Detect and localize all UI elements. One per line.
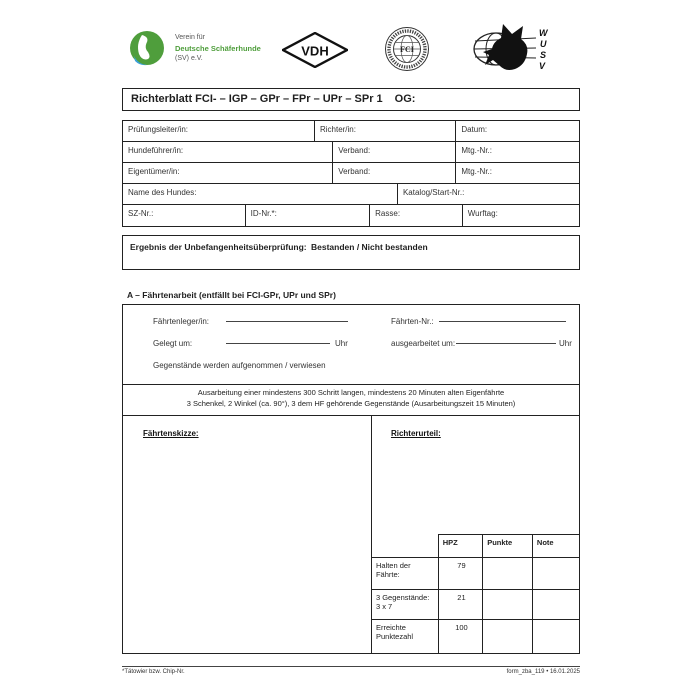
logo-header — [122, 22, 580, 74]
score-header-hpz: HPZ — [438, 534, 483, 557]
field-wurftag[interactable]: Wurftag: — [467, 209, 498, 218]
section-a-box — [122, 304, 580, 654]
unbefangenheit-label: Ergebnis der Unbefangenheitsüberprüfung: — [130, 242, 307, 252]
score-label-gegenstaende — [372, 589, 438, 619]
table-row — [123, 205, 579, 226]
field-verband-1[interactable]: Verband: — [333, 142, 456, 162]
sv-dog-icon — [126, 28, 168, 70]
wusv-letter-u: U — [540, 39, 547, 49]
laid-at-input-line[interactable] — [226, 333, 330, 344]
score-punkte-gegenstaende[interactable] — [483, 589, 533, 619]
score-header-punkte: Punkte — [483, 534, 533, 557]
worked-at-label: ausgearbeitet um: — [391, 339, 456, 348]
sv-logo-text — [175, 33, 261, 64]
footnote-chip-nr: *Tätowier bzw. Chip-Nr. — [122, 669, 185, 675]
unbefangenheit-value[interactable]: Bestanden / Nicht bestanden — [311, 242, 428, 252]
field-hundefuehrer[interactable]: Hundeführer/in: — [123, 142, 333, 162]
instruction-line-2: 3 Schenkel, 2 Winkel (ca. 90°), 3 dem HF gehörende Gegenstände (Ausarbeitungszeit 15 Minuten) — [186, 399, 516, 409]
instruction-line-1: Ausarbeitung einer mindestens 300 Schritt langen, mindestens 20 Minuten alten Eigenfährte — [197, 388, 505, 397]
tracklayer-label: Fährtenleger/in: — [153, 317, 210, 326]
table-row — [123, 184, 579, 205]
worked-at-uhr: Uhr — [559, 339, 572, 348]
score-label-line: Fährte: — [375, 569, 400, 579]
form-content — [122, 0, 580, 675]
score-label-line: Halten der — [375, 560, 411, 570]
table-row — [123, 142, 579, 163]
score-label-line: Erreichte — [375, 622, 406, 632]
sv-line3: (SV) e.V. — [175, 55, 203, 63]
sketch-heading: Fährtenskizze: — [143, 429, 199, 438]
vdh-label: VDH — [301, 43, 329, 59]
judge-verdict-area[interactable] — [372, 416, 579, 653]
sv-line2: Deutsche Schäferhunde — [175, 43, 261, 53]
field-mtg-nr-1[interactable]: Mtg.-Nr.: — [461, 146, 492, 155]
score-note-halten[interactable] — [532, 557, 579, 589]
table-row — [123, 121, 579, 142]
field-verband-2[interactable]: Verband: — [333, 163, 456, 183]
worked-at-input-line[interactable] — [456, 333, 556, 344]
field-mtg-nr-2[interactable]: Mtg.-Nr.: — [461, 167, 492, 176]
vdh-logo — [282, 32, 348, 73]
form-title: Richterblatt FCI- – IGP – GPr – FPr – UPr – SPr 1 — [131, 93, 383, 105]
field-richter[interactable]: Richter/in: — [315, 121, 456, 141]
vdh-diamond-icon — [282, 32, 348, 68]
track-sketch-area[interactable] — [123, 416, 372, 653]
tracklayer-input-line[interactable] — [226, 311, 348, 322]
sv-logo — [126, 28, 261, 70]
score-header-blank — [372, 534, 438, 557]
track-no-input-line[interactable] — [439, 311, 566, 322]
score-label-line: 3 x 7 — [375, 601, 393, 611]
score-punkte-halten[interactable] — [483, 557, 533, 589]
track-no-label: Fährten-Nr.: — [391, 317, 434, 326]
field-rasse[interactable]: Rasse: — [370, 205, 463, 226]
form-title-og: OG: — [394, 93, 416, 105]
form-version: form_zba_119 • 16.01.2025 — [506, 669, 580, 675]
field-datum[interactable]: Datum: — [461, 125, 488, 134]
sketch-judgement-columns — [123, 416, 579, 653]
fci-seal-icon — [384, 26, 430, 72]
sv-line1: Verein für — [175, 34, 205, 42]
wusv-logo — [466, 22, 550, 79]
laid-at-uhr: Uhr — [335, 339, 348, 348]
field-pruefungsleiter[interactable]: Prüfungsleiter/in: — [123, 121, 315, 141]
fci-logo — [384, 26, 430, 77]
table-row — [372, 557, 579, 589]
laid-at-label: Gelegt um: — [153, 339, 193, 348]
articles-note: Gegenstände werden aufgenommen / verwiesen — [153, 361, 326, 370]
score-label-erreichte — [372, 619, 438, 653]
unbefangenheit-result-box — [122, 235, 580, 270]
score-hpz-halten: 79 — [438, 557, 483, 589]
score-header-row — [372, 534, 579, 557]
table-row — [372, 619, 579, 653]
score-punkte-erreichte[interactable] — [483, 619, 533, 653]
judge-heading: Richterurteil: — [390, 429, 441, 438]
field-katalog-nr[interactable]: Katalog/Start-Nr.: — [402, 188, 465, 197]
page-footer — [122, 666, 580, 675]
field-eigentuemer[interactable]: Eigentümer/in: — [123, 163, 333, 183]
table-row — [372, 589, 579, 619]
score-table — [372, 534, 579, 654]
track-instructions — [123, 384, 579, 416]
field-sz-nr[interactable]: SZ-Nr.: — [123, 205, 246, 226]
score-note-gegenstaende[interactable] — [532, 589, 579, 619]
score-label-halten — [372, 557, 438, 589]
score-label-line: Punktezahl — [375, 631, 414, 641]
fci-label: FCI — [400, 45, 414, 54]
field-hundename[interactable]: Name des Hundes: — [123, 184, 398, 204]
form-title-box — [122, 88, 580, 111]
score-hpz-erreichte: 100 — [438, 619, 483, 653]
wusv-letter-s: S — [540, 50, 547, 60]
wusv-letter-v: V — [539, 61, 546, 71]
wusv-letter-w: W — [539, 28, 548, 38]
score-label-line: 3 Gegenstände: — [375, 592, 430, 602]
table-row — [123, 163, 579, 184]
score-note-erreichte[interactable] — [532, 619, 579, 653]
track-details — [123, 305, 579, 384]
wusv-dog-globe-icon — [466, 22, 550, 74]
score-hpz-gegenstaende: 21 — [438, 589, 483, 619]
field-id-nr[interactable]: ID-Nr.*: — [246, 205, 370, 226]
score-header-note: Note — [532, 534, 579, 557]
section-a-heading: A – Fährtenarbeit (entfällt bei FCI-GPr, UPr und SPr) — [127, 290, 336, 300]
info-table — [122, 120, 580, 227]
